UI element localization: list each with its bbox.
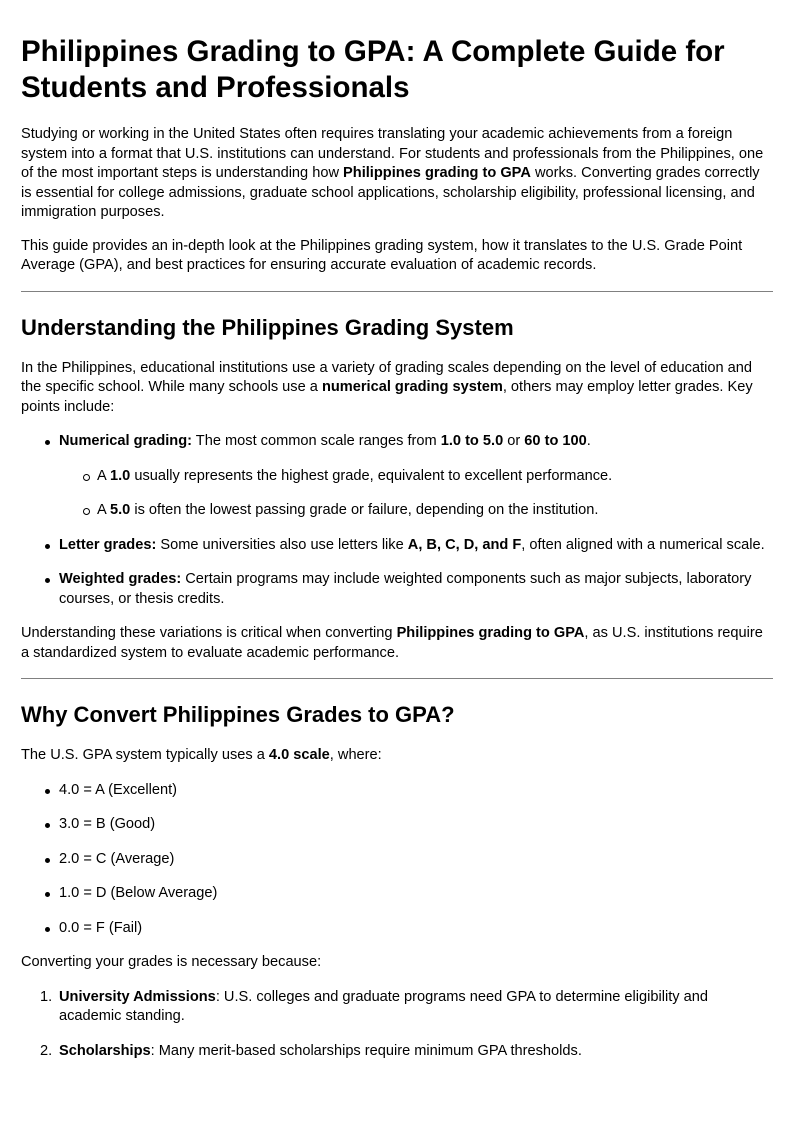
- section1-p1-emphasis: numerical grading system: [321, 379, 503, 395]
- bullet-icon: [45, 858, 50, 863]
- document-page: [21, 0, 773, 1061]
- section2-p1-emphasis: 4.0 scale: [268, 747, 330, 763]
- letter-text-c: , often aligned with a numerical scale.: [521, 536, 765, 553]
- sublist-item-2: [97, 501, 773, 521]
- sub1-text-c: usually represents the highest grade, equivalent to excellent performance.: [130, 467, 613, 484]
- section1-p1-text-a: In the Philippines, educational institutions use a variety of grading scales depending on the level of education and the specific school. While many schools use a: [21, 359, 752, 395]
- section2-p1-text-a: The U.S. GPA system typically uses a: [21, 747, 269, 763]
- numerical-text-e: .: [586, 433, 591, 449]
- list-item-weighted: [59, 570, 773, 609]
- reason-item: [40, 988, 773, 1027]
- bullet-icon: [45, 927, 50, 932]
- intro-paragraph-1: [21, 125, 773, 223]
- sub2-grade: 5.0: [109, 502, 131, 518]
- section2-heading: Why Convert Philippines Grades to GPA?: [21, 702, 455, 727]
- scale-item: [59, 781, 773, 801]
- section1-p1-text-c: , others may employ letter grades. Key points include:: [21, 379, 753, 415]
- scale-item: [59, 815, 773, 835]
- section1-p2-text-c: , as U.S. institutions require a standardized system to evaluate academic performance.: [21, 625, 763, 661]
- section2-paragraph-1: [21, 746, 773, 766]
- section2-paragraph-2: Converting your grades is necessary because:: [21, 954, 322, 970]
- circle-bullet-icon: [83, 474, 90, 481]
- page-title: Philippines Grading to GPA: A Complete Guide for Students and Professionals: [21, 35, 725, 104]
- section1-heading: Understanding the Philippines Grading System: [21, 314, 514, 340]
- sublist-item-1: [97, 467, 773, 487]
- letter-grades: A, B, C, D, and F: [407, 536, 522, 553]
- list-item-letter: [59, 536, 773, 556]
- section2-p1-text-c: , where:: [329, 747, 382, 763]
- sub1-grade: 1.0: [109, 467, 131, 484]
- letter-label: Letter grades:: [59, 536, 157, 553]
- section1-paragraph-1: [21, 359, 773, 418]
- bullet-icon: [45, 440, 50, 445]
- bullet-icon: [45, 789, 50, 794]
- reason-label: Scholarships: [59, 1042, 151, 1059]
- section1-paragraph-2: [21, 624, 773, 663]
- reason-item: [40, 1042, 773, 1062]
- sub1-text-a: A: [97, 467, 110, 484]
- numerical-text-a: The most common scale ranges from: [192, 433, 441, 449]
- circle-bullet-icon: [83, 508, 90, 515]
- numerical-text-c: or: [503, 433, 525, 449]
- intro-p1-text-c: works. Converting grades correctly is essential for college admissions, graduate school applications, scholarship eligibility, professional licensing, and immigration purposes.: [21, 165, 760, 220]
- reason-label: University Admissions: [59, 988, 216, 1005]
- reason-number: 2.: [40, 1042, 53, 1059]
- section1-p2-emphasis: Philippines grading to GPA: [396, 625, 585, 641]
- numerical-range-1: 1.0 to 5.0: [440, 433, 504, 449]
- divider-1: [21, 291, 773, 292]
- numerical-label: Numerical grading:: [59, 433, 192, 449]
- scale-item: [59, 919, 773, 939]
- bullet-icon: [45, 578, 50, 583]
- scale-item-text: 1.0 = D (Below Average): [59, 885, 218, 901]
- reasons-list: [21, 988, 773, 1062]
- weighted-label: Weighted grades:: [59, 571, 182, 587]
- sub2-text-c: is often the lowest passing grade or failure, depending on the institution.: [130, 502, 599, 518]
- reason-text: : U.S. colleges and graduate programs need GPA to determine eligibility and academic standing.: [59, 988, 708, 1024]
- scale-item: [59, 884, 773, 904]
- reason-number: 1.: [40, 988, 53, 1005]
- list-item-numerical: [59, 432, 773, 521]
- grading-list: [21, 432, 773, 609]
- scale-item-text: 3.0 = B (Good): [59, 816, 156, 832]
- scale-item-text: 2.0 = C (Average): [59, 850, 175, 867]
- numerical-range-2: 60 to 100: [524, 433, 587, 449]
- sub2-text-a: A: [97, 502, 110, 518]
- weighted-text-a: Certain programs may include weighted components such as major subjects, laboratory courses, or thesis credits.: [59, 571, 752, 607]
- scale-item: [59, 850, 773, 870]
- divider-2: [21, 678, 773, 679]
- intro-paragraph-2: This guide provides an in-depth look at the Philippines grading system, how it translates to the U.S. Grade Point Average (GPA), and best practices for ensuring accurate evaluation of academic records.: [21, 237, 743, 273]
- section1-p2-text-a: Understanding these variations is critical when converting: [21, 625, 397, 641]
- bullet-icon: [45, 823, 50, 828]
- bullet-icon: [45, 892, 50, 897]
- intro-p1-text-a: Studying or working in the United States often requires translating your academic achievements from a foreign system into a format that U.S. institutions can understand. For students and professionals from the Philippines, one of the most important steps is understanding how: [21, 126, 764, 181]
- reason-text: : Many merit-based scholarships require minimum GPA thresholds.: [150, 1042, 582, 1059]
- intro-p1-emphasis: Philippines grading to GPA: [343, 165, 531, 181]
- bullet-icon: [45, 544, 50, 549]
- scale-item-text: 4.0 = A (Excellent): [59, 781, 178, 798]
- numerical-sublist: [59, 467, 773, 521]
- letter-text-a: Some universities also use letters like: [156, 536, 408, 553]
- gpa-scale-list: [21, 781, 773, 939]
- scale-item-text: 0.0 = F (Fail): [59, 919, 143, 936]
